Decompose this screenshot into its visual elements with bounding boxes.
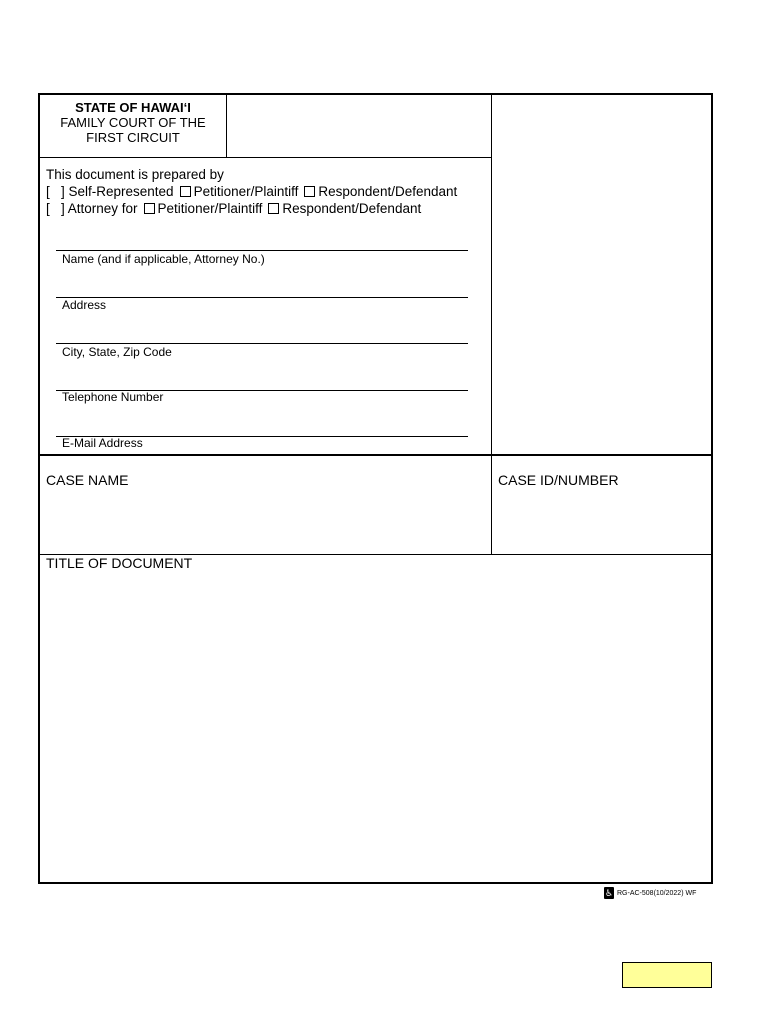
self-respondent-checkbox[interactable]	[304, 186, 315, 197]
case-row-top-line	[40, 454, 711, 456]
attorney-respondent-label: Respondent/Defendant	[282, 201, 422, 216]
case-name-field[interactable]	[40, 490, 490, 552]
court-state: STATE OF HAWAI‘I	[75, 100, 191, 115]
city-state-zip-label: City, State, Zip Code	[62, 345, 172, 359]
telephone-label: Telephone Number	[62, 390, 164, 404]
court-name-line-2: FIRST CIRCUIT	[86, 130, 180, 145]
attorney-label[interactable]: [ ] Attorney for	[46, 201, 138, 216]
name-label: Name (and if applicable, Attorney No.)	[62, 252, 265, 266]
title-of-document-field[interactable]	[40, 574, 709, 879]
court-box-bottom-line	[40, 157, 491, 158]
address-label: Address	[62, 298, 107, 312]
case-id-field[interactable]	[493, 490, 709, 552]
title-of-document-label: TITLE OF DOCUMENT	[46, 555, 193, 571]
attorney-respondent-checkbox[interactable]	[268, 203, 279, 214]
self-petitioner-label: Petitioner/Plaintiff	[193, 184, 299, 199]
form-number	[604, 887, 696, 899]
attorney-petitioner-label: Petitioner/Plaintiff	[157, 201, 263, 216]
form-number-text: RG-AC-508(10/2022) WF	[617, 889, 697, 897]
address-field[interactable]	[56, 297, 468, 298]
accessibility-icon: ♿	[604, 888, 614, 898]
right-column-divider	[491, 95, 492, 554]
email-label: E-Mail Address	[62, 436, 143, 450]
self-represented-label[interactable]: [ ] Self-Represented	[46, 184, 174, 199]
case-id-label: CASE ID/NUMBER	[498, 472, 619, 488]
court-box-divider	[226, 95, 227, 157]
court-title	[40, 100, 226, 145]
name-field[interactable]	[56, 250, 468, 251]
attorney-petitioner-checkbox[interactable]	[144, 203, 155, 214]
attorney-row	[46, 200, 457, 217]
prepared-by-heading: This document is prepared by	[46, 167, 224, 182]
prepared-by-section	[46, 166, 457, 217]
case-name-label: CASE NAME	[46, 472, 129, 488]
self-respondent-label: Respondent/Defendant	[318, 184, 458, 199]
city-state-zip-field[interactable]	[56, 343, 468, 344]
self-represented-row	[46, 183, 457, 200]
court-name-line-1: FAMILY COURT OF THE	[60, 115, 206, 130]
self-petitioner-checkbox[interactable]	[180, 186, 191, 197]
yellow-input-box[interactable]	[622, 962, 712, 988]
